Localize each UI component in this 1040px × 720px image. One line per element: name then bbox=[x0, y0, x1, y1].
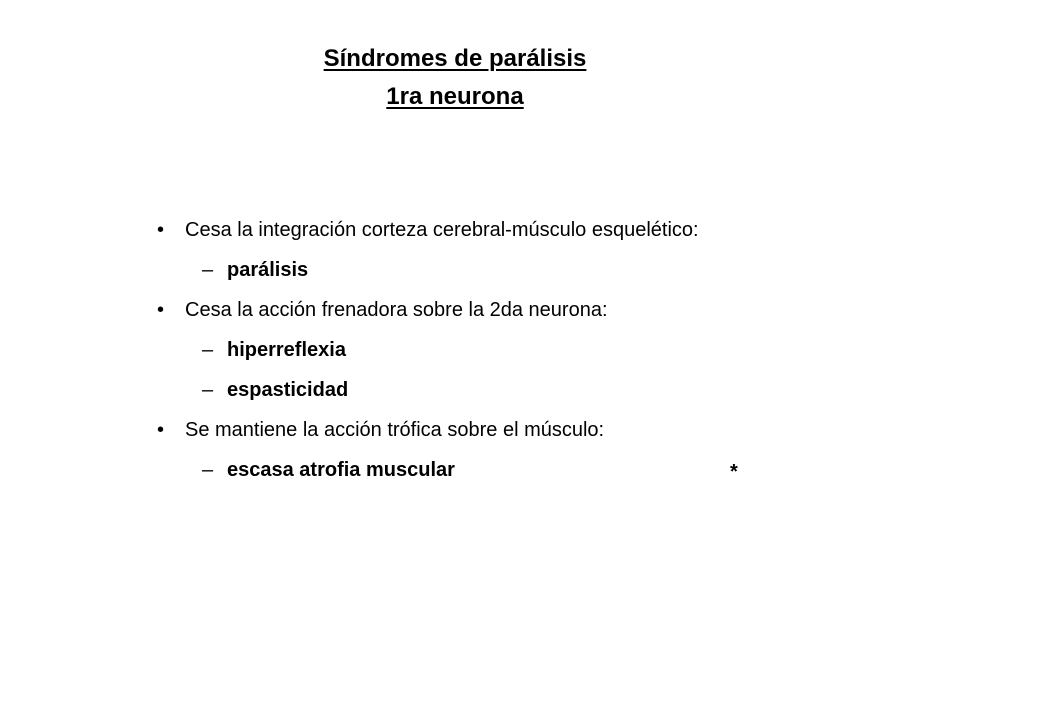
bullet-icon: • bbox=[157, 299, 165, 321]
dash-icon: – bbox=[202, 339, 214, 361]
bullet-list bbox=[155, 210, 955, 490]
sub-item-text: espasticidad bbox=[227, 379, 349, 401]
bullet-icon: • bbox=[157, 219, 165, 241]
bullet-text: Cesa la integración corteza cerebral-músculo esquelético: bbox=[185, 219, 699, 241]
bullet-text: Se mantiene la acción trófica sobre el músculo: bbox=[185, 419, 605, 441]
dash-icon: – bbox=[202, 379, 214, 401]
bullet-icon: • bbox=[157, 419, 165, 441]
sub-item bbox=[155, 330, 955, 370]
title-line-2: 1ra neurona bbox=[386, 83, 524, 110]
dash-icon: – bbox=[202, 459, 214, 481]
title-line-1: Síndromes de parálisis bbox=[323, 45, 587, 72]
sub-item-text: escasa atrofia muscular bbox=[227, 459, 455, 481]
sub-item bbox=[155, 250, 955, 290]
slide-title bbox=[0, 40, 910, 116]
bullet-item bbox=[155, 410, 955, 450]
sub-item bbox=[155, 450, 955, 490]
sub-item bbox=[155, 370, 955, 410]
bullet-item bbox=[155, 290, 955, 330]
bullet-item bbox=[155, 210, 955, 250]
sub-item-text: parálisis bbox=[227, 259, 309, 281]
bullet-text: Cesa la acción frenadora sobre la 2da neurona: bbox=[185, 299, 608, 321]
asterisk-mark: * bbox=[730, 461, 738, 483]
dash-icon: – bbox=[202, 259, 214, 281]
sub-item-text: hiperreflexia bbox=[227, 339, 346, 361]
